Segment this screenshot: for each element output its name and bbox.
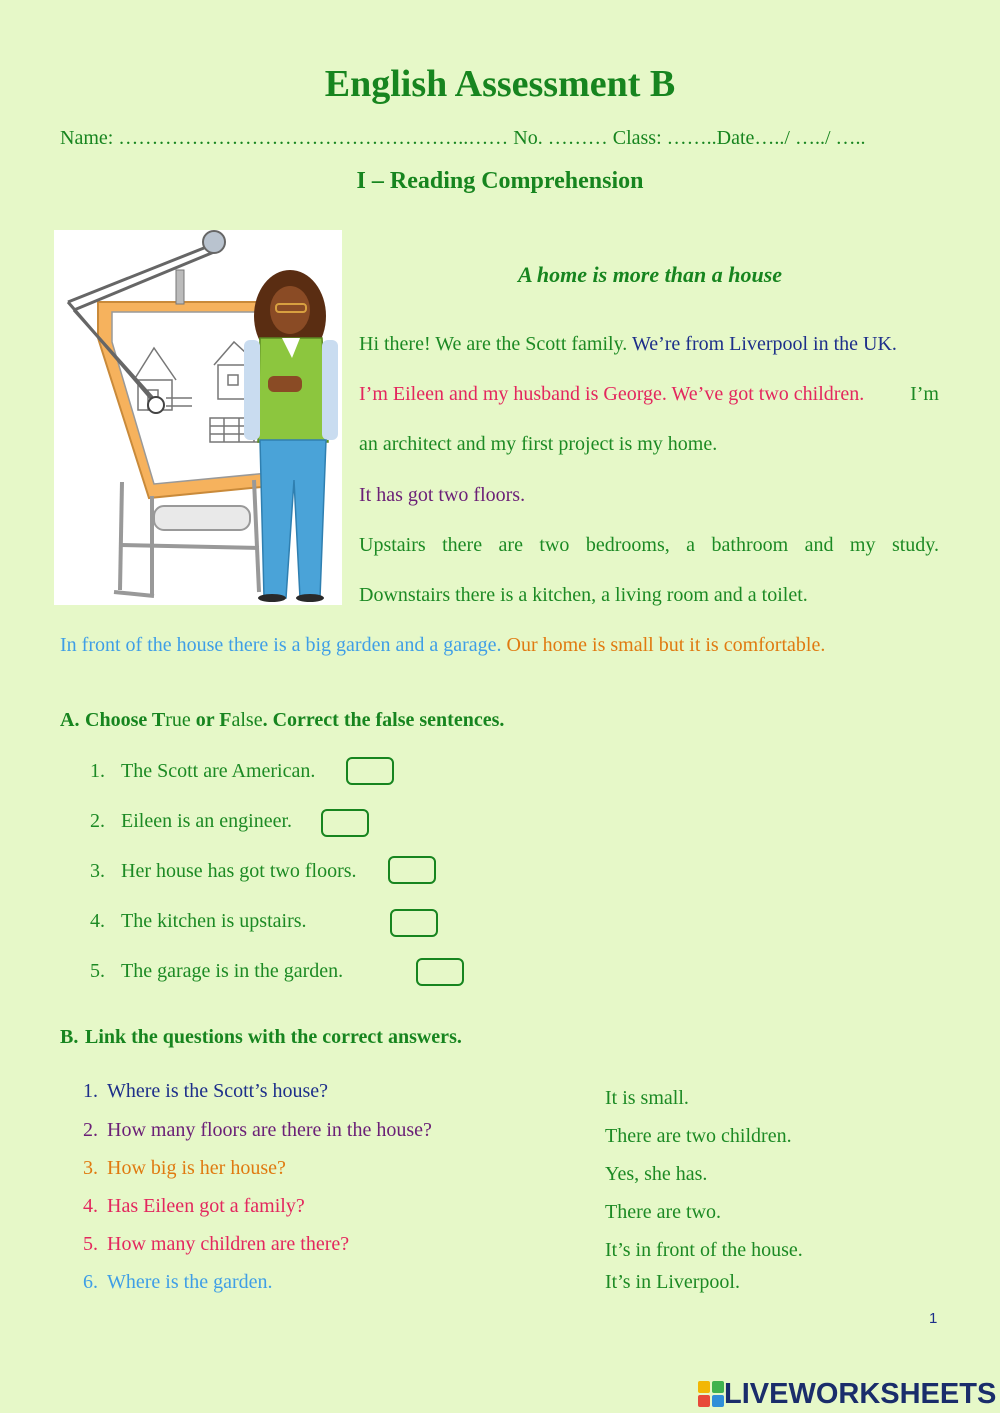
item-text: The Scott are American. — [121, 760, 316, 782]
student-info-line: Name: ……………………………………………..…… No. ……… Class: ……..Date…../ …../ ….. — [60, 127, 866, 149]
answer-item[interactable]: There are two. — [605, 1201, 722, 1223]
true-false-answer-box[interactable] — [346, 757, 394, 785]
item-text: The kitchen is upstairs. — [121, 910, 307, 932]
story-line-2 — [359, 383, 939, 406]
exercise-letter: B. — [60, 1026, 79, 1048]
true-false-item — [90, 960, 343, 983]
logo-text: LIVEWORKSHEETS — [724, 1377, 997, 1410]
exercise-letter: A. — [60, 709, 80, 731]
item-number: 5. — [90, 960, 105, 982]
question-text: Has Eileen got a family? — [107, 1195, 305, 1217]
exercise-b-heading — [60, 1026, 462, 1049]
story-text: We’re from Liverpool in the UK. — [631, 333, 897, 355]
heading-part: F — [219, 709, 232, 731]
question-item[interactable] — [83, 1119, 432, 1142]
item-number: 3. — [83, 1157, 98, 1179]
heading-part: T — [151, 709, 166, 731]
heading-part: rue — [165, 709, 196, 731]
question-item[interactable] — [83, 1195, 305, 1218]
story-line-1 — [359, 333, 939, 356]
story-text: an architect and my first project is my home. — [359, 433, 718, 455]
story-text: It has got two floors. — [359, 484, 526, 506]
liveworksheets-logo — [698, 1378, 996, 1410]
architect-illustration — [54, 230, 342, 605]
answer-item[interactable]: Yes, she has. — [605, 1163, 708, 1185]
answer-item[interactable]: It’s in Liverpool. — [605, 1271, 740, 1293]
item-number: 2. — [83, 1119, 98, 1141]
true-false-answer-box[interactable] — [416, 958, 464, 986]
page-title: English Assessment B — [324, 63, 676, 105]
true-false-item — [90, 760, 315, 783]
story-line-5: Upstairs there are two bedrooms, a bathroom and my study. — [359, 534, 939, 556]
true-false-item — [90, 810, 292, 833]
true-false-answer-box[interactable] — [321, 809, 369, 837]
item-number: 3. — [90, 860, 105, 882]
story-line-3 — [359, 433, 939, 456]
heading-text: Link the questions with the correct answers. — [85, 1026, 462, 1048]
item-number: 4. — [83, 1195, 98, 1217]
story-text: I’m — [910, 383, 939, 405]
story-text: In front of the house there is a big garden and a garage. — [60, 634, 507, 656]
story-title: A home is more than a house — [517, 262, 783, 287]
story-text: I’m Eileen and my husband is George. We’ve got two children. — [359, 383, 865, 405]
story-text: Downstairs there is a kitchen, a living room and a toilet. — [359, 584, 808, 606]
true-false-item — [90, 860, 357, 883]
item-number: 1. — [83, 1080, 98, 1102]
story-line-4 — [359, 484, 939, 507]
question-item[interactable] — [83, 1080, 328, 1103]
logo-grid-icon — [698, 1381, 724, 1407]
question-item[interactable] — [83, 1271, 272, 1294]
heading-part: . Correct the false sentences. — [262, 709, 505, 731]
true-false-answer-box[interactable] — [390, 909, 438, 937]
question-text: How many children are there? — [107, 1233, 350, 1255]
item-number: 1. — [90, 760, 105, 782]
answer-item[interactable]: There are two children. — [605, 1125, 792, 1147]
page-number: 1 — [929, 1310, 938, 1327]
question-item[interactable] — [83, 1157, 286, 1180]
story-text: Our home is small but it is comfortable. — [506, 634, 826, 656]
item-number: 5. — [83, 1233, 98, 1255]
item-number: 2. — [90, 810, 105, 832]
question-item[interactable] — [83, 1233, 349, 1256]
item-text: The garage is in the garden. — [121, 960, 344, 982]
question-text: How big is her house? — [107, 1157, 286, 1179]
item-text: Her house has got two floors. — [121, 860, 357, 882]
exercise-a-heading — [60, 709, 504, 732]
story-line-6 — [359, 584, 939, 607]
section-heading-reading: I – Reading Comprehension — [356, 168, 644, 194]
true-false-item — [90, 910, 307, 933]
answer-item[interactable]: It’s in front of the house. — [605, 1239, 803, 1261]
question-text: How many floors are there in the house? — [107, 1119, 432, 1141]
story-line-7 — [60, 634, 940, 657]
story-text: Hi there! We are the Scott family. — [359, 333, 632, 355]
item-number: 4. — [90, 910, 105, 932]
item-number: 6. — [83, 1271, 98, 1293]
question-text: Where is the garden. — [107, 1271, 273, 1293]
true-false-answer-box[interactable] — [388, 856, 436, 884]
heading-part: or — [195, 709, 220, 731]
heading-part: Choose — [85, 709, 152, 731]
question-text: Where is the Scott’s house? — [107, 1080, 329, 1102]
answer-item[interactable]: It is small. — [605, 1087, 689, 1109]
item-text: Eileen is an engineer. — [121, 810, 293, 832]
heading-part: alse — [231, 709, 263, 731]
